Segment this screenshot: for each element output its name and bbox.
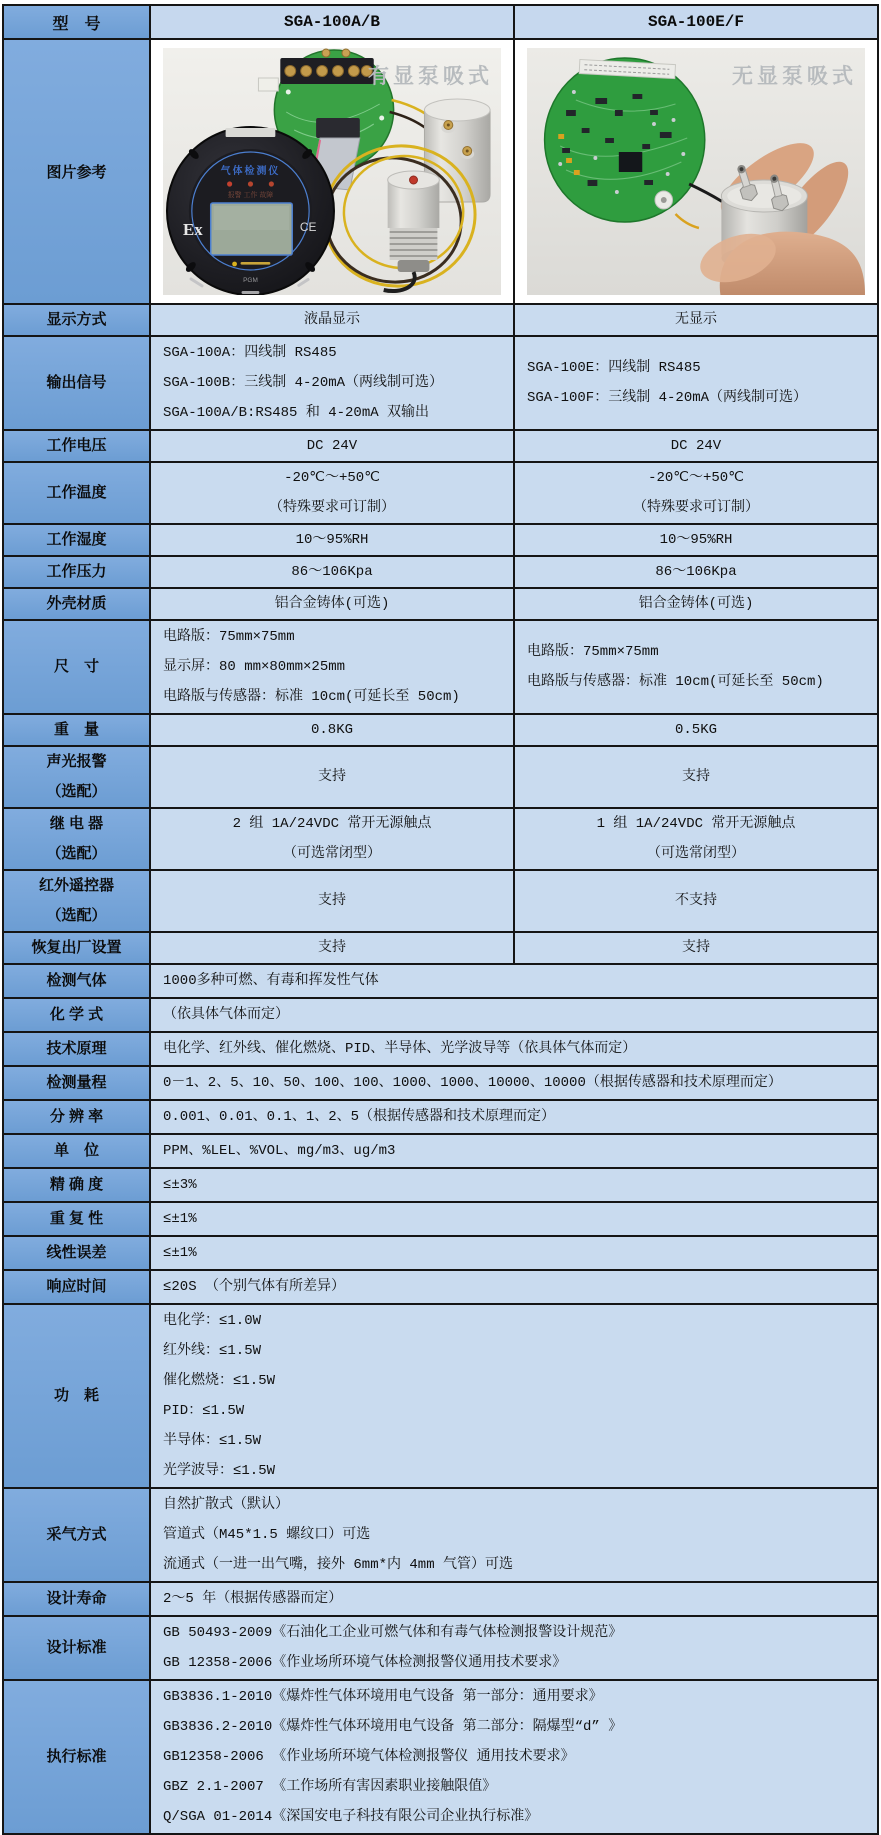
spec-label-executive-standard: 执行标准 <box>4 1681 149 1833</box>
spec-row-sampling-method <box>4 1489 877 1583</box>
spec-table <box>2 4 879 1835</box>
spec-label-linearity-error: 线性误差 <box>4 1237 149 1269</box>
spec-value-output-signal-ef: SGA-100E：四线制 RS485 SGA-100F：三线制 4-20mA（两线制可选） <box>513 337 877 429</box>
spec-row-factory-reset <box>4 933 877 965</box>
spec-value-working-voltage-ef: DC 24V <box>513 431 877 461</box>
spec-label-chemical-formula: 化 学 式 <box>4 999 149 1031</box>
spec-value-working-pressure-ef: 86～106Kpa <box>513 557 877 587</box>
spec-label-detection-range: 检测量程 <box>4 1067 149 1099</box>
spec-label-working-temperature: 工作温度 <box>4 463 149 523</box>
ex-mark: Ex <box>182 219 203 240</box>
spec-value-working-humidity-ef: 10～95%RH <box>513 525 877 555</box>
spec-row-detection-range <box>4 1067 877 1101</box>
spec-value-design-life: 2～5 年（根据传感器而定） <box>149 1583 877 1615</box>
spec-value-weight-ef: 0.5KG <box>513 715 877 745</box>
spec-value-repeatability: ≤±1% <box>149 1203 877 1235</box>
spec-row-power-consumption <box>4 1305 877 1489</box>
spec-label-output-signal: 输出信号 <box>4 337 149 429</box>
watermark-left: 有显泵吸式 <box>368 65 493 88</box>
spec-value-chemical-formula: （依具体气体而定） <box>149 999 877 1031</box>
white-connector <box>258 78 278 91</box>
spec-row-relay <box>4 809 877 871</box>
spec-row-executive-standard <box>4 1681 877 1833</box>
red-button <box>410 176 418 184</box>
spec-label-relay: 继 电 器 （选配） <box>4 809 149 869</box>
pgm-label: PGM <box>243 276 258 285</box>
spec-row-shell-material <box>4 589 877 621</box>
spec-value-audible-visual-alarm-ef: 支持 <box>513 747 877 807</box>
main-chip <box>619 152 642 172</box>
spec-label-weight: 重 量 <box>4 715 149 745</box>
spec-row-audible-visual-alarm <box>4 747 877 809</box>
spec-row-accuracy <box>4 1169 877 1203</box>
spec-row-working-humidity <box>4 525 877 557</box>
spec-label-working-voltage: 工作电压 <box>4 431 149 461</box>
spec-label-resolution: 分 辨 率 <box>4 1101 149 1133</box>
header-model-ab: SGA-100A/B <box>149 6 513 38</box>
spec-value-audible-visual-alarm-ab: 支持 <box>149 747 513 807</box>
spec-row-design-standard <box>4 1617 877 1681</box>
header-model-label: 型 号 <box>4 6 149 38</box>
spec-label-working-pressure: 工作压力 <box>4 557 149 587</box>
spec-label-shell-material: 外壳材质 <box>4 589 149 619</box>
spec-value-accuracy: ≤±3% <box>149 1169 877 1201</box>
device-label-sticker <box>226 128 276 137</box>
photo-row <box>4 40 877 305</box>
spec-label-factory-reset: 恢复出厂设置 <box>4 933 149 963</box>
header-model-ef: SGA-100E/F <box>513 6 877 38</box>
spec-value-unit: PPM、%LEL、%VOL、mg/m3、ug/m3 <box>149 1135 877 1167</box>
spec-row-working-temperature <box>4 463 877 525</box>
spec-value-working-temperature-ab: -20℃～+50℃ （特殊要求可订制） <box>149 463 513 523</box>
led-labels: 报警 工作 故障 <box>227 191 274 200</box>
spec-value-ir-remote-ef: 不支持 <box>513 871 877 931</box>
spec-rows <box>4 305 877 1833</box>
spec-label-design-life: 设计寿命 <box>4 1583 149 1615</box>
spec-label-unit: 单 位 <box>4 1135 149 1167</box>
spec-value-factory-reset-ab: 支持 <box>149 933 513 963</box>
spec-row-technical-principle <box>4 1033 877 1067</box>
spec-label-technical-principle: 技术原理 <box>4 1033 149 1065</box>
spec-row-unit <box>4 1135 877 1169</box>
spec-label-display-mode: 显示方式 <box>4 305 149 335</box>
spec-value-power-consumption: 电化学：≤1.0W 红外线：≤1.5W 催化燃烧：≤1.5W PID：≤1.5W 半导体：≤1.5W 光学波导：≤1.5W <box>149 1305 877 1487</box>
spec-label-ir-remote: 红外遥控器 （选配） <box>4 871 149 931</box>
spec-value-working-temperature-ef: -20℃～+50℃ （特殊要求可订制） <box>513 463 877 523</box>
photo-row-label: 图片参考 <box>4 40 149 303</box>
gas-detector-face <box>167 127 334 295</box>
watermark-right: 无显泵吸式 <box>732 65 857 88</box>
spec-row-linearity-error <box>4 1237 877 1271</box>
spec-label-power-consumption: 功 耗 <box>4 1305 149 1487</box>
spec-value-working-voltage-ab: DC 24V <box>149 431 513 461</box>
spec-value-detected-gas: 1000多种可燃、有毒和挥发性气体 <box>149 965 877 997</box>
spec-value-detection-range: 0－1、2、5、10、50、100、100、1000、1000、10000、10000（根据传感器和技术原理而定） <box>149 1067 877 1099</box>
photo-cell-sga100ef <box>513 40 877 303</box>
spec-value-relay-ef: 1 组 1A/24VDC 常开无源触点 （可选常闭型） <box>513 809 877 869</box>
spec-row-resolution <box>4 1101 877 1135</box>
product-photo-sga100ef <box>527 48 865 295</box>
spec-row-display-mode <box>4 305 877 337</box>
spec-label-working-humidity: 工作湿度 <box>4 525 149 555</box>
spec-value-response-time: ≤20S （个别气体有所差异） <box>149 1271 877 1303</box>
spec-row-working-pressure <box>4 557 877 589</box>
spec-value-dimensions-ab: 电路版：75mm×75mm 显示屏：80 mm×80mm×25mm 电路版与传感器：标准 10cm(可延长至 50cm) <box>149 621 513 713</box>
spec-label-sampling-method: 采气方式 <box>4 1489 149 1581</box>
spec-value-dimensions-ef: 电路版：75mm×75mm 电路版与传感器：标准 10cm(可延长至 50cm) <box>513 621 877 713</box>
spec-value-ir-remote-ab: 支持 <box>149 871 513 931</box>
spec-row-weight <box>4 715 877 747</box>
spec-value-executive-standard: GB3836.1-2010《爆炸性气体环境用电气设备 第一部分：通用要求》 GB3836.2-2010《爆炸性气体环境用电气设备 第二部分：隔爆型“d” 》 GB12358-2006 《作业场所环境气体检测报警仪 通用技术要求》 GBZ 2.1-2007 《工作场所有害因素职业接触限值》 Q/SGA 01-2014《深国安电子科技有限公司企业执行标准》 <box>149 1681 877 1833</box>
spec-value-output-signal-ab: SGA-100A：四线制 RS485 SGA-100B：三线制 4-20mA（两线制可选） SGA-100A/B:RS485 和 4-20mA 双输出 <box>149 337 513 429</box>
spec-value-display-mode-ab: 液晶显示 <box>149 305 513 335</box>
spec-value-design-standard: GB 50493-2009《石油化工企业可燃气体和有毒气体检测报警设计规范》 GB 12358-2006《作业场所环境气体检测报警仪通用技术要求》 <box>149 1617 877 1679</box>
spec-row-working-voltage <box>4 431 877 463</box>
spec-row-design-life <box>4 1583 877 1617</box>
spec-value-technical-principle: 电化学、红外线、催化燃烧、PID、半导体、光学波导等（依具体气体而定） <box>149 1033 877 1065</box>
spec-row-dimensions <box>4 621 877 715</box>
spec-row-chemical-formula <box>4 999 877 1033</box>
spec-value-shell-material-ef: 铝合金铸体(可选) <box>513 589 877 619</box>
spec-value-working-pressure-ab: 86～106Kpa <box>149 557 513 587</box>
spec-row-repeatability <box>4 1203 877 1237</box>
ce-mark: CE <box>299 219 317 235</box>
spec-label-response-time: 响应时间 <box>4 1271 149 1303</box>
spec-value-linearity-error: ≤±1% <box>149 1237 877 1269</box>
product-photo-sga100ab <box>163 48 501 295</box>
spec-value-shell-material-ab: 铝合金铸体(可选) <box>149 589 513 619</box>
spec-row-response-time <box>4 1271 877 1305</box>
detector-title: 气体检测仪 <box>220 165 281 178</box>
spec-label-repeatability: 重 复 性 <box>4 1203 149 1235</box>
spec-value-working-humidity-ab: 10～95%RH <box>149 525 513 555</box>
idc-connector <box>316 118 360 138</box>
photo-cell-sga100ab <box>149 40 513 303</box>
spec-value-relay-ab: 2 组 1A/24VDC 常开无源触点 （可选常闭型） <box>149 809 513 869</box>
table-header-row <box>4 6 877 40</box>
spec-row-detected-gas <box>4 965 877 999</box>
spec-label-detected-gas: 检测气体 <box>4 965 149 997</box>
spec-label-accuracy: 精 确 度 <box>4 1169 149 1201</box>
spec-value-weight-ab: 0.8KG <box>149 715 513 745</box>
spec-label-dimensions: 尺 寸 <box>4 621 149 713</box>
spec-value-sampling-method: 自然扩散式（默认） 管道式（M45*1.5 螺纹口）可选 流通式（一进一出气嘴，接外 6mm*内 4mm 气管）可选 <box>149 1489 877 1581</box>
spec-row-ir-remote <box>4 871 877 933</box>
spec-row-output-signal <box>4 337 877 431</box>
spec-label-design-standard: 设计标准 <box>4 1617 149 1679</box>
spec-label-audible-visual-alarm: 声光报警 （选配） <box>4 747 149 807</box>
spec-value-resolution: 0.001、0.01、0.1、1、2、5（根据传感器和技术原理而定） <box>149 1101 877 1133</box>
spec-value-display-mode-ef: 无显示 <box>513 305 877 335</box>
spec-value-factory-reset-ef: 支持 <box>513 933 877 963</box>
